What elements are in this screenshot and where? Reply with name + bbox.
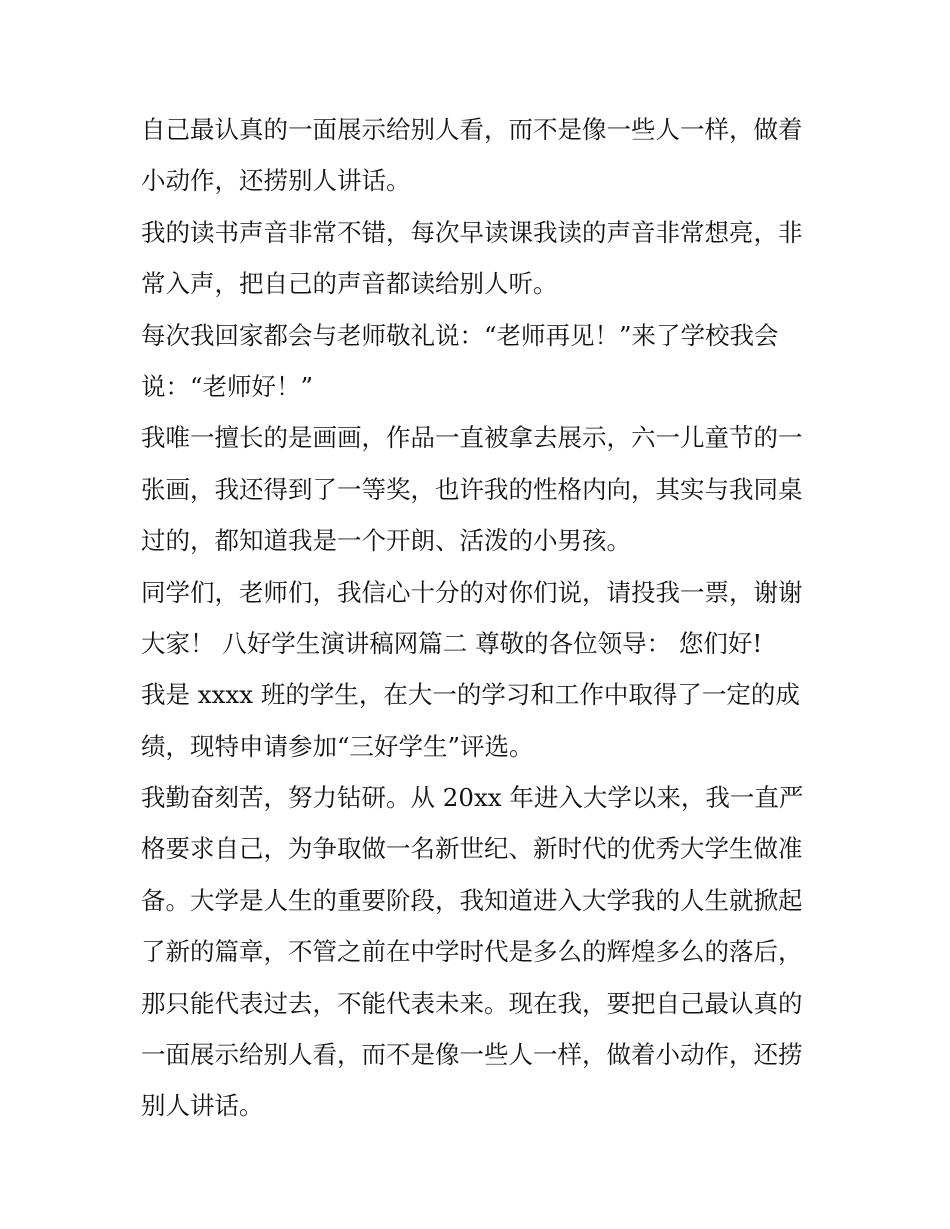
text-line: 那只能代表过去，不能代表未来。现在我，要把自己最认真的 bbox=[141, 988, 803, 1018]
text-line: 我是 xxxx 班的学生，在大一的学习和工作中取得了一定的成 bbox=[141, 680, 800, 710]
text-line: 张画，我还得到了一等奖，也许我的性格内向，其实与我同桌 bbox=[141, 474, 803, 504]
text-line: 绩，现特申请参加“三好学生”评选。 bbox=[141, 731, 534, 761]
body-text bbox=[141, 104, 821, 1132]
text-line: 小动作，还捞别人讲话。 bbox=[141, 166, 411, 196]
text-line: 说：“老师好！” bbox=[141, 371, 314, 401]
text-line: 过的，都知道我是一个开朗、活泼的小男孩。 bbox=[141, 526, 631, 556]
text-line: 常入声，把自己的声音都读给别人听。 bbox=[141, 269, 558, 299]
text-line: 我的读书声音非常不错，每次早读课我读的声音非常想亮，非 bbox=[141, 217, 803, 247]
text-line: 自己最认真的一面展示给别人看，而不是像一些人一样，做着 bbox=[141, 115, 803, 144]
text-line: 同学们，老师们，我信心十分的对你们说，请投我一票，谢谢 bbox=[141, 577, 803, 607]
text-line: 我唯一擅长的是画画，作品一直被拿去展示，六一儿童节的一 bbox=[141, 423, 803, 453]
text-line: 别人讲话。 bbox=[141, 1091, 264, 1121]
text-line: 每次我回家都会与老师敬礼说：“老师再见！”来了学校我会 bbox=[141, 320, 779, 350]
text-line: 大家！ 八好学生演讲稿网篇二 尊敬的各位领导： 您们好! bbox=[141, 628, 763, 658]
text-line: 了新的篇章，不管之前在中学时代是多么的辉煌多么的落后， bbox=[141, 937, 803, 967]
text-line: 一面展示给别人看，而不是像一些人一样，做着小动作，还捞 bbox=[141, 1040, 803, 1070]
text-line: 我勤奋刻苦，努力钻研。从 20xx 年进入大学以来，我一直严 bbox=[141, 783, 804, 813]
text-line: 格要求自己，为争取做一名新世纪、新时代的优秀大学生做准 bbox=[141, 834, 803, 864]
text-line: 备。大学是人生的重要阶段，我知道进入大学我的人生就掀起 bbox=[141, 885, 803, 915]
